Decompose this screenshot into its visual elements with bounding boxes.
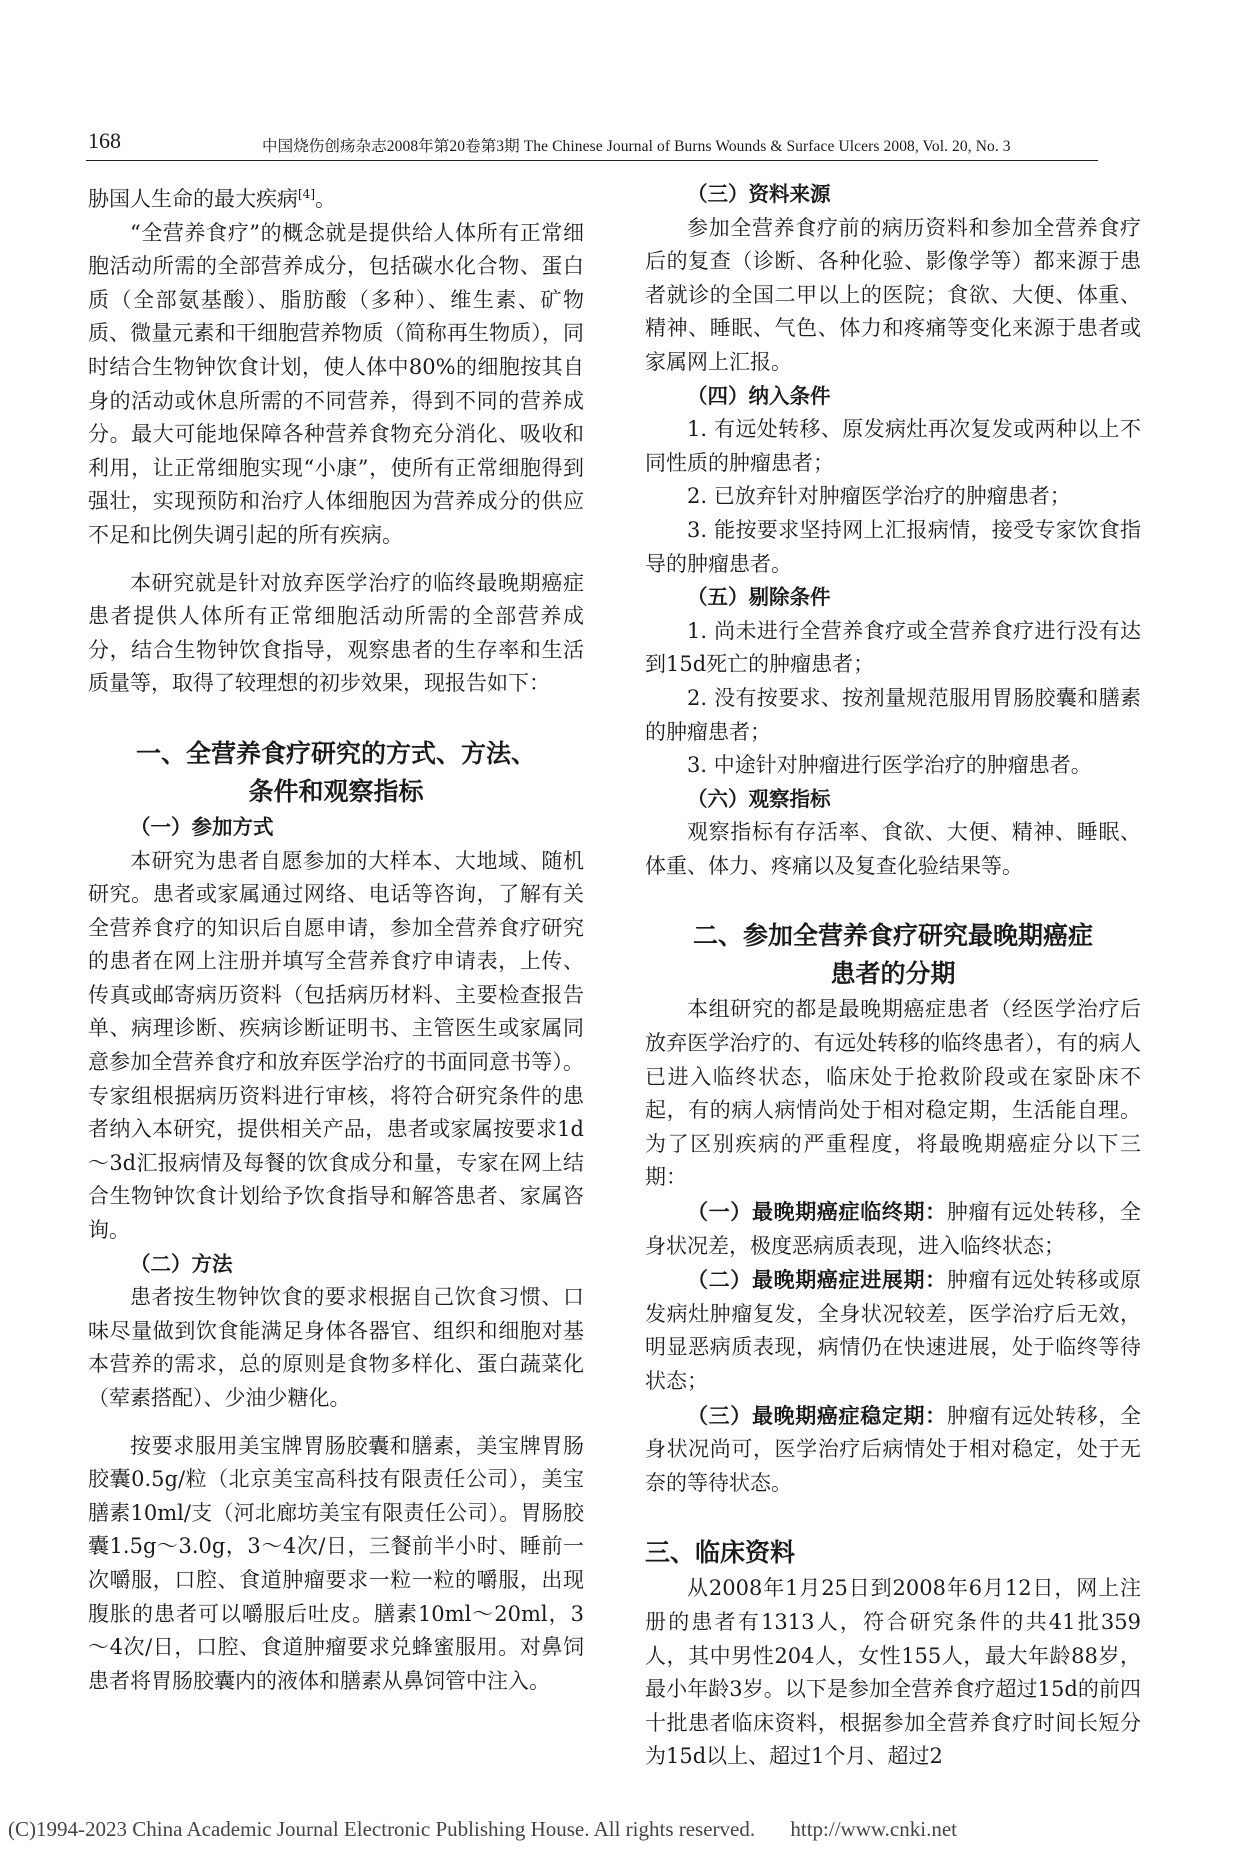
section-heading-line: 条件和观察指标 bbox=[248, 776, 424, 806]
paragraph: 本研究为患者自愿参加的大样本、大地域、随机研究。患者或家属通过网络、电话等咨询，了解有关全营养食疗的知识后自愿申请，参加全营养食疗研究的患者在网上注册并填写全营养食疗申请表，上传、传真或邮寄病历资料（包括病历材料、主要检查报告单、病理诊断、疾病诊断证明书、主管医生或家属同意参加全营养食疗和放弃医学治疗的书面同意书等）。专家组根据病历资料进行审核，将符合研究条件的患者纳入本研究，提供相关产品，患者或家属按要求1d～3d汇报病情及每餐的饮食成分和量，专家在网上结合生物钟饮食计划给予饮食指导和解答患者、家属咨询。 bbox=[88, 848, 584, 1243]
subsection-heading: （五）剔除条件 bbox=[687, 585, 831, 610]
paragraph: 本研究就是针对放弃医学治疗的临终最晚期癌症患者提供人体所有正常细胞活动所需的全部营养成分，结合生物钟饮食指导，观察患者的生存率和生活质量等，取得了较理想的初步效果，现报告如下： bbox=[88, 570, 584, 696]
paragraph: 按要求服用美宝牌胃肠胶囊和膳素，美宝牌胃肠胶囊0.5g/粒（北京美宝高科技有限责任公司），美宝膳素10ml/支（河北廊坊美宝有限责任公司）。胃肠胶囊1.5g～3.0g，3～4次/日，三餐前半小时、睡前一次嚼服，口腔、食道肿瘤要求一粒一粒的嚼服，出现腹胀的患者可以嚼服后吐皮。膳素10ml～20ml，3～4次/日，口腔、食道肿瘤要求兑蜂蜜服用。对鼻饲患者将胃肠胶囊内的液体和膳素从鼻饲管中注入。 bbox=[88, 1433, 584, 1693]
stage-label: （三）最晚期癌症稳定期： bbox=[687, 1402, 947, 1428]
subsection-heading: （六）观察指标 bbox=[687, 786, 831, 811]
section-heading bbox=[88, 735, 584, 811]
paragraph-end: 。 bbox=[315, 187, 336, 211]
page-number: 168 bbox=[88, 128, 121, 153]
section-heading: 三、临床资料 bbox=[645, 1538, 796, 1568]
paragraph: 2. 没有按要求、按剂量规范服用胃肠胶囊和膳素的肿瘤患者； bbox=[645, 685, 1141, 744]
paragraph: “全营养食疗”的概念就是提供给人体所有正常细胞活动所需的全部营养成分，包括碳水化合物、蛋白质（全部氨基酸）、脂肪酸（多种）、维生素、矿物质、微量元素和干细胞营养物质（简称再生物质），同时结合生物钟饮食计划，使人体中80%的细胞按其自身的活动或休息所需的不同营养，得到不同的营养成分。最大可能地保障各种营养食物充分消化、吸收和利用，让正常细胞实现“小康”，使所有正常细胞得到强壮，实现预防和治疗人体细胞因为营养成分的供应不足和比例失调引起的所有疾病。 bbox=[88, 220, 584, 547]
subsection-heading: （一）参加方式 bbox=[130, 814, 274, 839]
footer-link[interactable]: http://www.cnki.net bbox=[790, 1817, 957, 1841]
subsection-heading: （四）纳入条件 bbox=[687, 383, 831, 408]
stage-text: 肿瘤有远处转移，全身状况尚可，医学治疗后病情处于相对稳定，处于无奈的等待状态。 bbox=[645, 1403, 1142, 1495]
subsection-heading: （二）方法 bbox=[130, 1251, 233, 1276]
section-heading-line: 一、全营养食疗研究的方式、方法、 bbox=[135, 738, 536, 768]
paragraph bbox=[88, 178, 584, 217]
paragraph: 2. 已放弃针对肿瘤医学治疗的肿瘤患者； bbox=[687, 484, 1071, 509]
paragraph: 参加全营养食疗前的病历资料和参加全营养食疗后的复查（诊断、各种化验、影像学等）都来源于患者就诊的全国二甲以上的医院；食欲、大便、体重、精神、睡眠、气色、体力和疼痛等变化来源于患者或家属网上汇报。 bbox=[645, 215, 1141, 374]
paragraph: 患者按生物钟饮食的要求根据自己饮食习惯、口味尽量做到饮食能满足身体各器官、组织和细胞对基本营养的需求，总的原则是食物多样化、蛋白蔬菜化（荤素搭配）、少油少糖化。 bbox=[88, 1285, 584, 1410]
paragraph: 从2008年1月25日到2008年6月12日，网上注册的患者有1313人，符合研究条件的共41批359人，其中男性204人，女性155人，最大年龄88岁，最小年龄3岁。以下是参加全营养食疗超过15d的前四十批患者临床资料，根据参加全营养食疗时间长短分为15d以上、超过1个月、超过2 bbox=[645, 1576, 1141, 1769]
stage-text: 肿瘤有远处转移，全身状况差，极度恶病质表现，进入临终状态； bbox=[645, 1200, 1142, 1258]
section-heading-line: 患者的分期 bbox=[830, 959, 956, 989]
stage-label: （一）最晚期癌症临终期： bbox=[687, 1199, 947, 1225]
right-column bbox=[645, 178, 1141, 1774]
paragraph: 3. 能按要求坚持网上汇报病情，接受专家饮食指导的肿瘤患者。 bbox=[645, 517, 1141, 576]
paragraph: 观察指标有存活率、食欲、大便、精神、睡眠、体重、体力、疼痛以及复查化验结果等。 bbox=[645, 820, 1141, 878]
paragraph: 3. 中途针对肿瘤进行医学治疗的肿瘤患者。 bbox=[687, 753, 1092, 778]
stage-definition bbox=[645, 1195, 1141, 1263]
citation-ref: [4] bbox=[298, 187, 315, 201]
paragraph: 1. 有远处转移、原发病灶再次复发或两种以上不同性质的肿瘤患者； bbox=[645, 417, 1141, 475]
stage-text: 肿瘤有远处转移或原发病灶肿瘤复发，全身状况较差，医学治疗后无效，明显恶病质表现，病情仍在快速进展，处于临终等待状态； bbox=[645, 1268, 1142, 1393]
footer bbox=[8, 1817, 1238, 1842]
stage-definition bbox=[645, 1399, 1141, 1501]
subsection-heading: （三）资料来源 bbox=[687, 182, 831, 206]
stage-label: （二）最晚期癌症进展期： bbox=[687, 1267, 947, 1293]
section-heading bbox=[645, 917, 1141, 993]
paragraph-text: 胁国人生命的最大疾病 bbox=[88, 187, 298, 211]
paragraph: 1. 尚未进行全营养食疗或全营养食疗进行没有达到15d死亡的肿瘤患者； bbox=[645, 618, 1141, 677]
running-head: 中国烧伤创疡杂志2008年第20卷第3期 The Chinese Journal of Burns Wounds & Surface Ulcers 2008, Vol. 20, No. 3 bbox=[262, 138, 1011, 155]
section-heading-line: 二、参加全营养食疗研究最晚期癌症 bbox=[692, 921, 1093, 951]
paragraph: 本组研究的都是最晚期癌症患者（经医学治疗后放弃医学治疗的、有远处转移的临终患者），有的病人已进入临终状态，临床处于抢救阶段或在家卧床不起，有的病人病情尚处于相对稳定期，生活能自理。为了区别疾病的严重程度，将最晚期癌症分以下三期： bbox=[645, 997, 1141, 1190]
left-column bbox=[88, 178, 584, 1698]
header-rule bbox=[86, 160, 1098, 161]
stage-definition bbox=[645, 1263, 1141, 1398]
copyright-notice: (C)1994-2023 China Academic Journal Electronic Publishing House. All rights reserved. bbox=[8, 1817, 756, 1841]
